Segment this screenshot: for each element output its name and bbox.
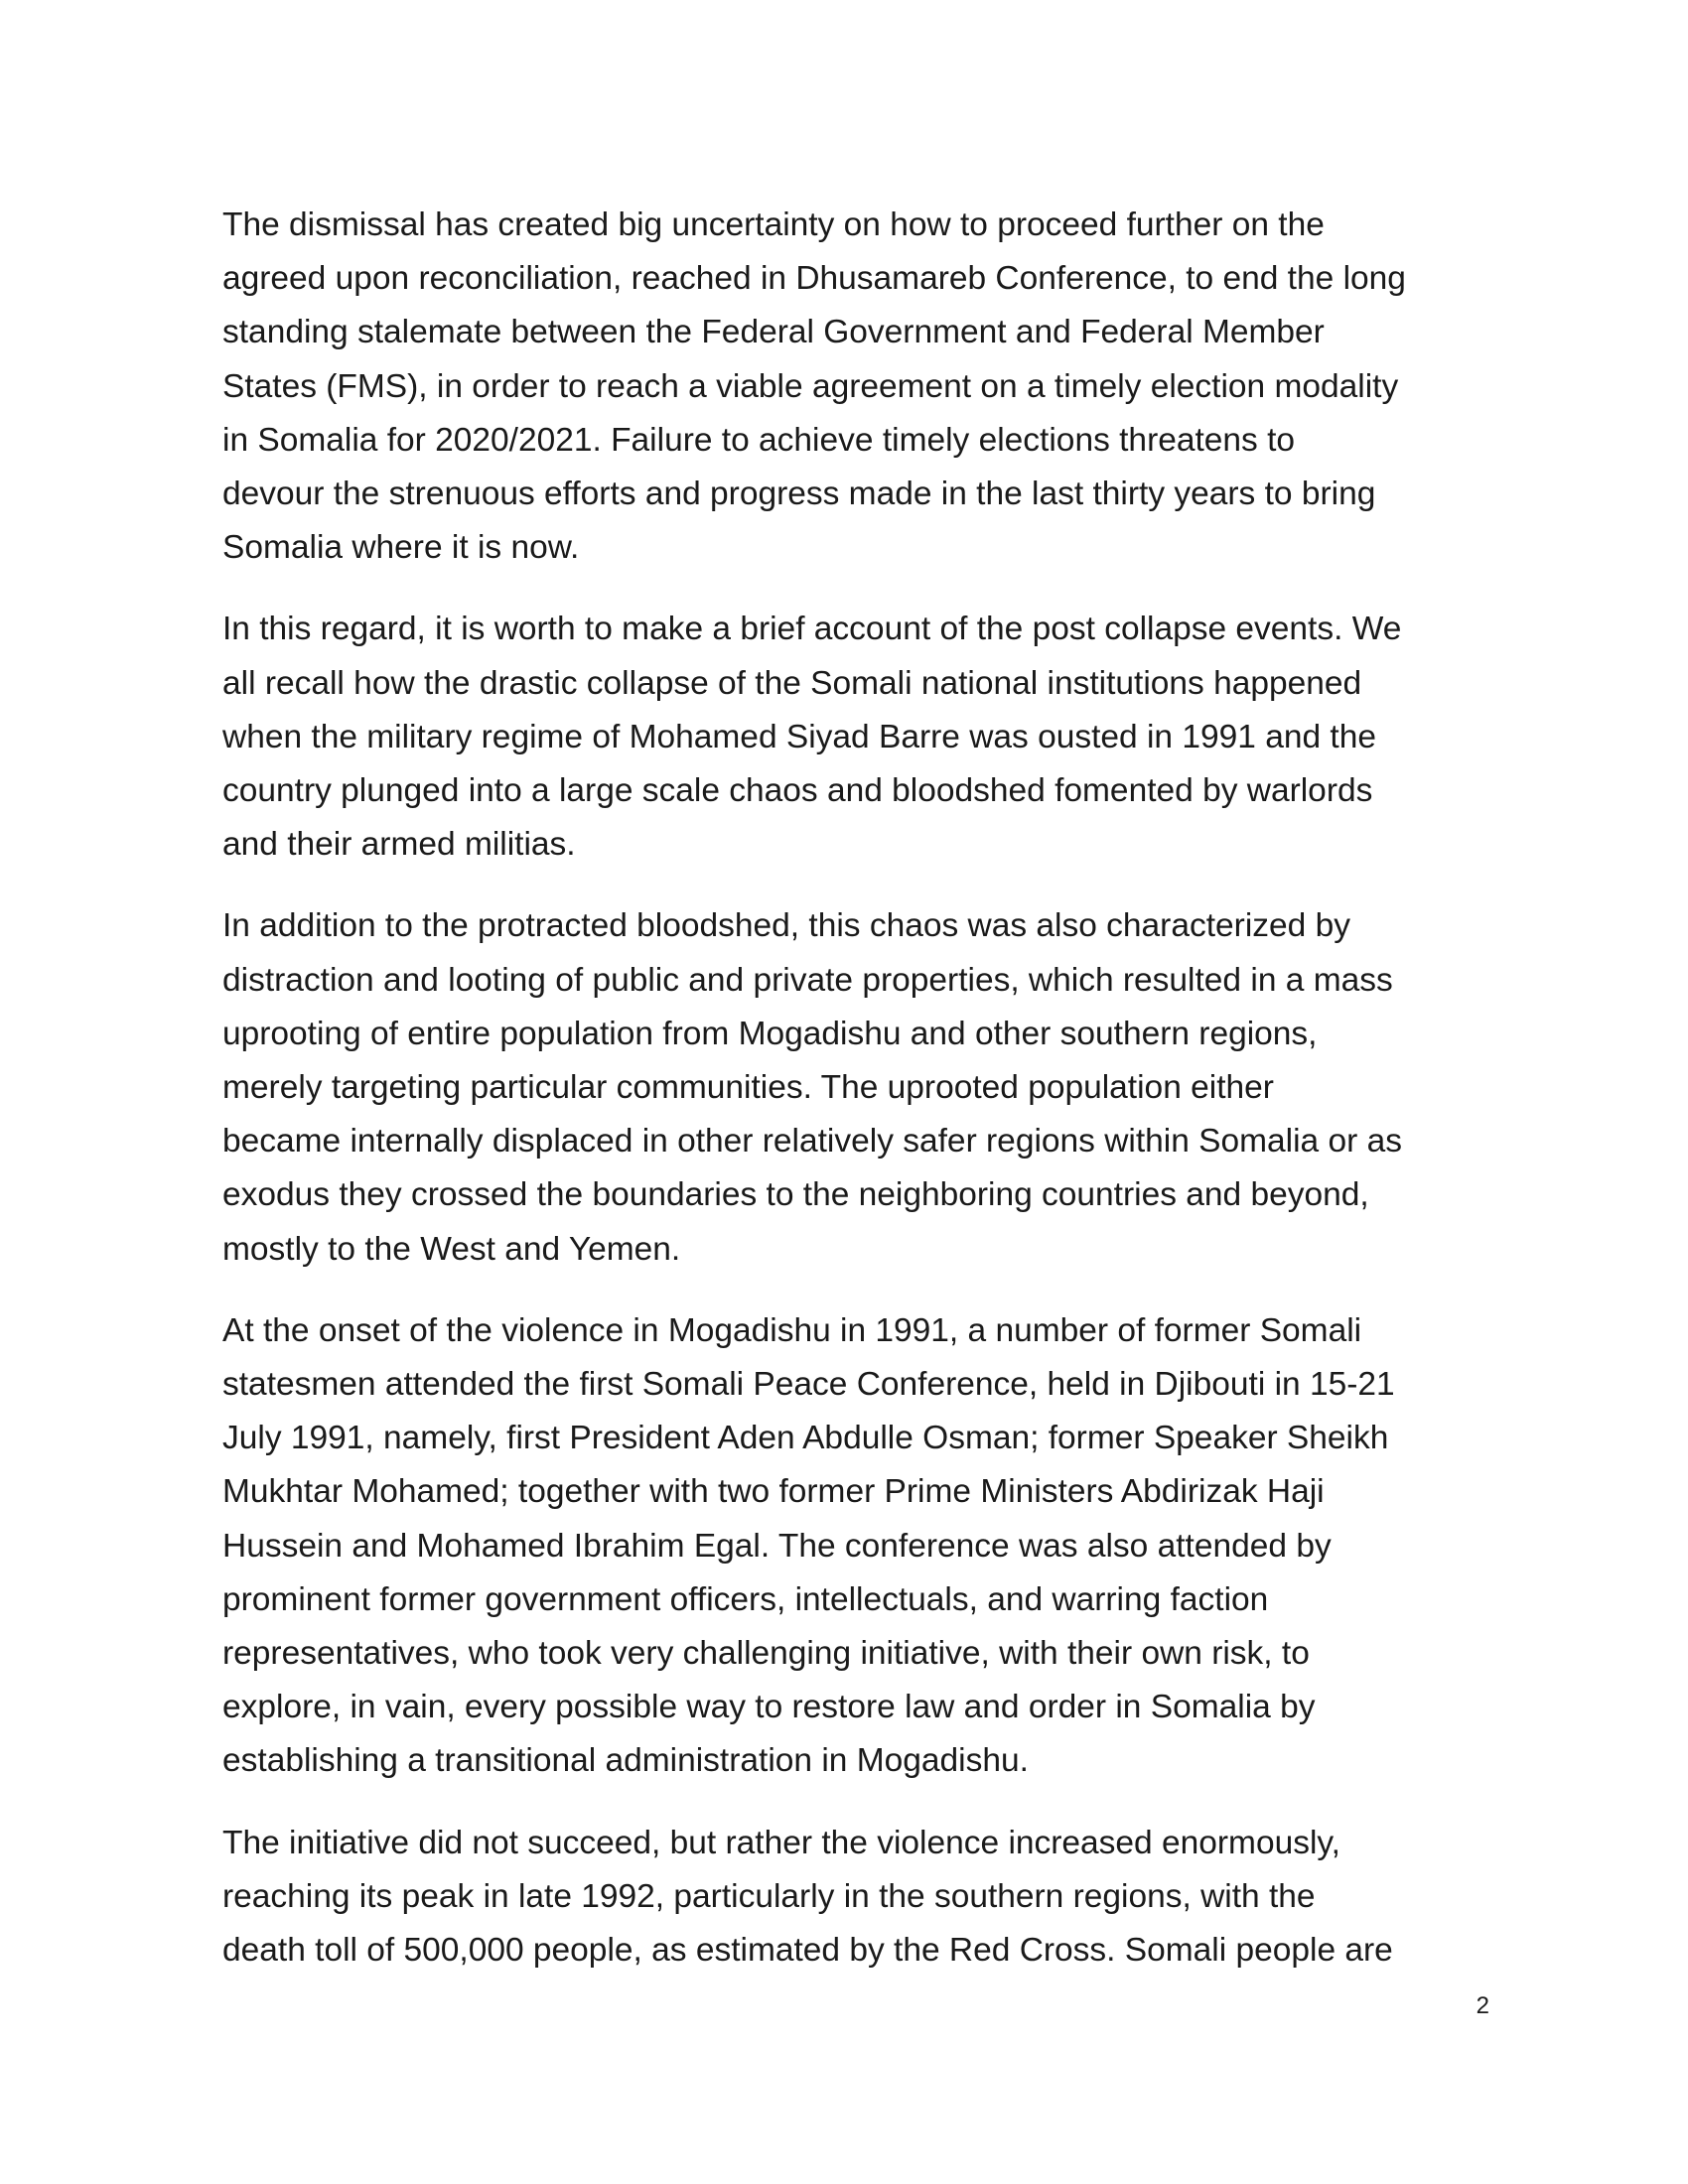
text-line: death toll of 500,000 people, as estimated by the Red Cross. Somali people are (222, 1932, 1393, 1970)
text-line: exodus they crossed the boundaries to the neighboring countries and beyond, (222, 1176, 1369, 1214)
text-line: At the onset of the violence in Mogadishu in 1991, a number of former Somali (222, 1311, 1362, 1349)
text-line: uprooting of entire population from Mogadishu and other southern regions, (222, 1015, 1318, 1052)
text-line: establishing a transitional administration in Mogadishu. (222, 1742, 1029, 1780)
text-line: in Somalia for 2020/2021. Failure to achieve timely elections threatens to (222, 421, 1296, 459)
text-line: when the military regime of Mohamed Siyad Barre was ousted in 1991 and the (222, 718, 1376, 755)
text-line: The dismissal has created big uncertainty on how to proceed further on the (222, 206, 1325, 243)
page-number: 2 (1476, 1992, 1489, 2019)
text-line: Hussein and Mohamed Ibrahim Egal. The conference was also attended by (222, 1527, 1332, 1565)
text-line: The initiative did not succeed, but rather the violence increased enormously, (222, 1824, 1340, 1861)
text-line: mostly to the West and Yemen. (222, 1230, 681, 1268)
text-line: In this regard, it is worth to make a brief account of the post collapse events. We (222, 611, 1402, 648)
text-line: distraction and looting of public and private properties, which resulted in a mass (222, 961, 1393, 999)
text-line: explore, in vain, every possible way to restore law and order in Somalia by (222, 1689, 1316, 1726)
body-text (222, 199, 1489, 2005)
text-line: and their armed militias. (222, 826, 576, 864)
text-line: representatives, who took very challenging initiative, with their own risk, to (222, 1635, 1310, 1673)
text-line: all recall how the drastic collapse of the Somali national institutions happened (222, 664, 1362, 702)
text-line: States (FMS), in order to reach a viable agreement on a timely election modality (222, 367, 1399, 405)
text-line: In addition to the protracted bloodshed, this chaos was also characterized by (222, 907, 1350, 945)
paragraph-3 (222, 899, 1489, 1276)
paragraph-5 (222, 1817, 1489, 1979)
text-line: agreed upon reconciliation, reached in Dhusamareb Conference, to end the long (222, 260, 1406, 298)
text-line: merely targeting particular communities. The uprooted population either (222, 1069, 1274, 1107)
text-line: statesmen attended the first Somali Peace Conference, held in Djibouti in 15-21 (222, 1366, 1395, 1404)
text-line: Somalia where it is now. (222, 529, 580, 567)
text-line: became internally displaced in other relatively safer regions within Somalia or as (222, 1123, 1402, 1160)
text-line: devour the strenuous efforts and progress made in the last thirty years to bring (222, 476, 1376, 513)
text-line: standing stalemate between the Federal Government and Federal Member (222, 314, 1325, 351)
text-line: country plunged into a large scale chaos and bloodshed fomented by warlords (222, 772, 1373, 810)
paragraph-1 (222, 199, 1489, 575)
paragraph-2 (222, 603, 1489, 872)
paragraph-4 (222, 1304, 1489, 1789)
text-line: Mukhtar Mohamed; together with two former Prime Ministers Abdirizak Haji (222, 1473, 1325, 1511)
text-line: July 1991, namely, first President Aden Abdulle Osman; former Speaker Sheikh (222, 1420, 1389, 1457)
text-line: prominent former government officers, intellectuals, and warring faction (222, 1580, 1269, 1618)
text-line: reaching its peak in late 1992, particularly in the southern regions, with the (222, 1877, 1316, 1915)
